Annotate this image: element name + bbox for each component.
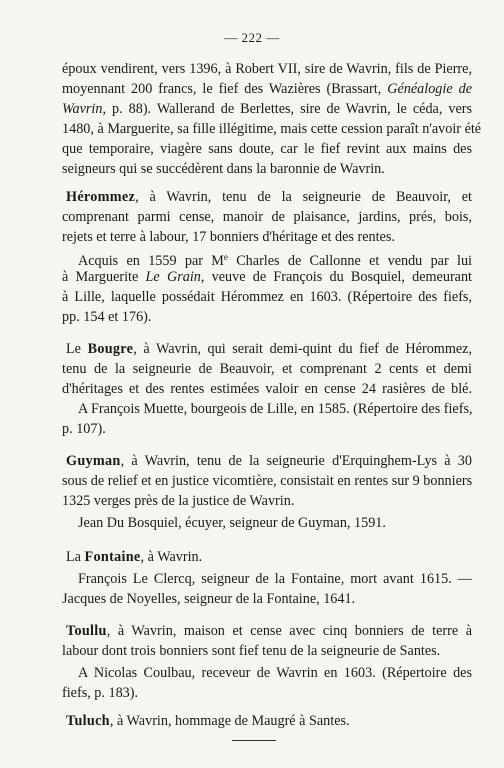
- text-line: Acquis en 1559 par Me Charles de Callonne et vendu par lui: [78, 252, 472, 269]
- text-line: rejets et terre à labour, 17 bonniers d'héritage et des rentes.: [62, 229, 395, 245]
- entry-title: Tuluch: [66, 713, 110, 729]
- entry-title: Bougre: [87, 341, 134, 357]
- text-line: Hérommez, à Wavrin, tenu de la seigneurie de Beauvoir, et: [66, 189, 472, 205]
- end-rule: [232, 740, 276, 741]
- text-line: Toullu, à Wavrin, maison et cense avec cinq bonniers de terre à: [66, 623, 472, 639]
- text-line: p. 107).: [62, 421, 106, 437]
- text-line: Tuluch, à Wavrin, hommage de Maugré à Santes.: [66, 713, 350, 729]
- text-line: à Marguerite Le Grain, veuve de François du Bosquiel, demeurant: [62, 269, 472, 285]
- text-line: seigneurs qui se succédèrent dans la baronnie de Wavrin.: [62, 161, 385, 177]
- text-line: tenu de la seigneurie de Beauvoir, et comprenant 2 cents et demi: [62, 361, 472, 377]
- text-line: 1480, à Marguerite, sa fille illégitime, mais cette cession paraît n'avoir été: [62, 121, 482, 137]
- text-line: sous de relief et en justice vicomtière, consistait en rentes sur 9 bonniers: [62, 473, 473, 489]
- entry-title: Hérommez: [66, 189, 136, 205]
- page-number: — 222 —: [224, 30, 280, 45]
- text-line: labour dont trois bonniers sont fief tenu de la seigneurie de Santes.: [62, 643, 441, 659]
- entry-title: Guyman: [66, 453, 121, 469]
- text-line: pp. 154 et 176).: [62, 309, 152, 325]
- text-line: A Nicolas Coulbau, receveur de Wavrin en 1603. (Répertoire des: [78, 665, 472, 681]
- text-line: fiefs, p. 183).: [62, 685, 139, 701]
- text-line: Jacques de Noyelles, seigneur de la Fontaine, 1641.: [62, 591, 356, 607]
- text-line: moyennant 200 francs, le fief des Wazières (Brassart, Généalogie de: [62, 81, 472, 97]
- text-line: que temporaire, viagère sans doute, car le fief revint aux mains des: [62, 141, 472, 157]
- text-line: comprenant parmi cense, manoir de plaisance, jardins, prés, bois,: [62, 209, 472, 225]
- text-line: Guyman, à Wavrin, tenu de la seigneurie d'Erquinghem-Lys à 30: [66, 453, 472, 469]
- text-line: à Lille, laquelle possédait Hérommez en 1603. (Répertoire des fiefs,: [62, 289, 472, 305]
- text-line: époux vendirent, vers 1396, à Robert VII, sire de Wavrin, fils de Pierre,: [62, 61, 472, 77]
- entry-title: Fontaine: [84, 549, 141, 565]
- text-line: François Le Clercq, seigneur de la Fontaine, mort avant 1615. —: [78, 571, 472, 587]
- text-line: La Fontaine, à Wavrin.: [66, 549, 203, 565]
- text-line: Wavrin, p. 88). Wallerand de Berlettes, sire de Wavrin, le céda, vers: [62, 101, 472, 117]
- text-line: 1325 verges près de la justice de Wavrin.: [62, 493, 295, 509]
- entry-title: Toullu: [66, 623, 107, 639]
- text-line: d'héritages et des rentes estimées valoir en cense 24 rasières de blé.: [62, 381, 472, 397]
- text-line: A François Muette, bourgeois de Lille, en 1585. (Répertoire des fiefs,: [78, 401, 473, 417]
- text-line: Le Bougre, à Wavrin, qui serait demi-quint du fief de Hérommez,: [66, 341, 472, 357]
- text-line: Jean Du Bosquiel, écuyer, seigneur de Guyman, 1591.: [78, 515, 386, 531]
